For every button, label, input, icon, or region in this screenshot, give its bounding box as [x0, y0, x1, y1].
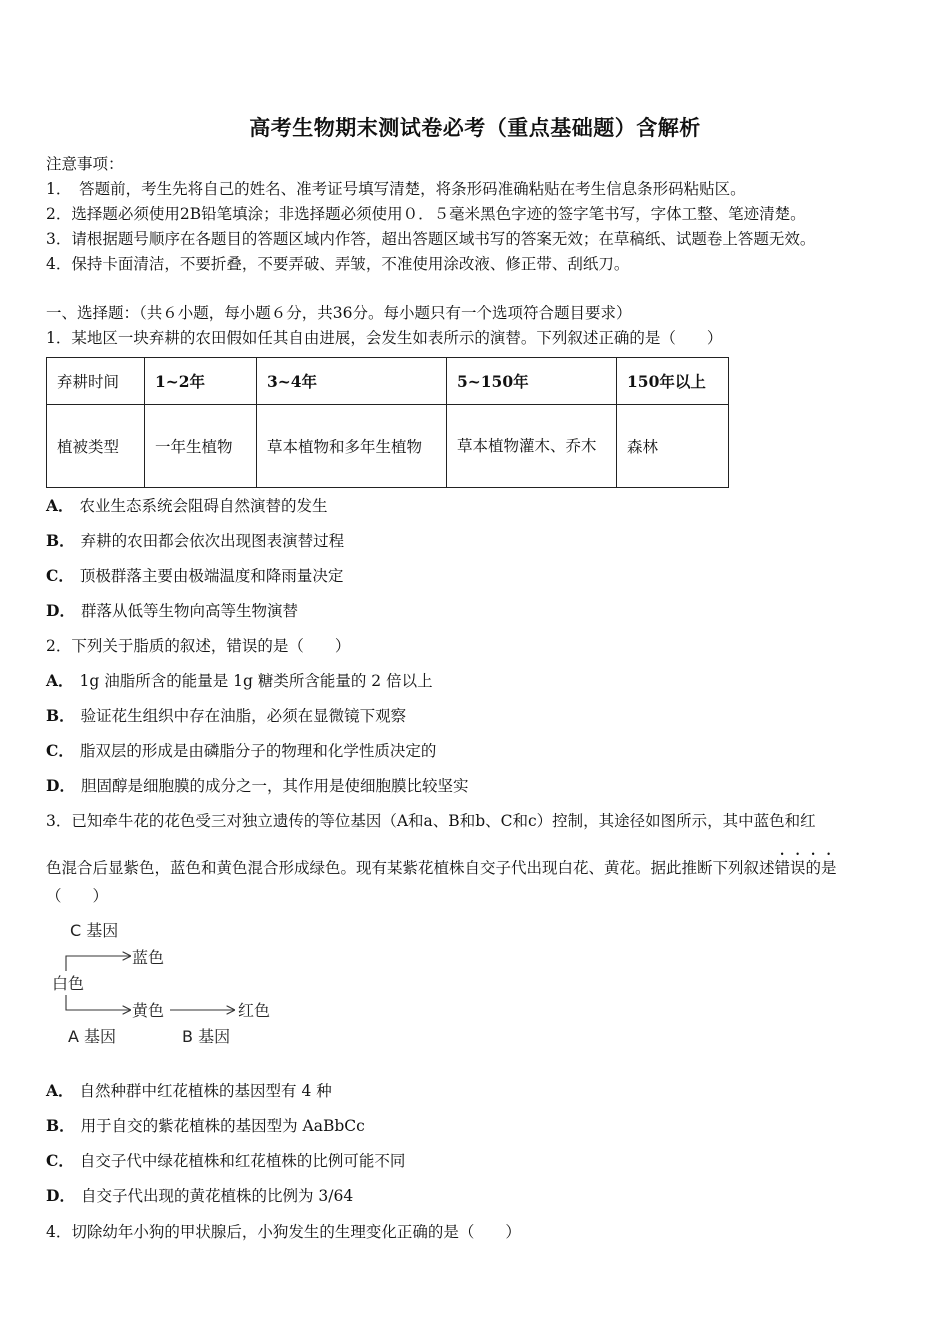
- notice-item-2: 2．选择题必须使用2B铅笔填涂；非选择题必须使用０．５毫米黑色字迹的签字笔书写，字体工整、笔迹清楚。: [46, 205, 806, 223]
- succession-table: [46, 357, 729, 488]
- option-label: A．: [46, 496, 74, 515]
- q1-option-b: [46, 531, 344, 551]
- option-label: B．: [46, 1116, 75, 1135]
- option-text: 自交子代出现的黄花植株的比例为 3/64: [80, 1187, 354, 1205]
- q1-option-d: [46, 601, 298, 621]
- option-label: D．: [46, 1186, 75, 1205]
- yellow-label: 黄色: [132, 1001, 165, 1020]
- option-label: D．: [46, 601, 75, 620]
- option-label: A．: [46, 671, 74, 690]
- table-cell: 草本植物和多年生植物: [257, 405, 447, 488]
- option-text: 弃耕的农田都会依次出现图表演替过程: [80, 532, 345, 550]
- q3-stem-line2: [46, 850, 837, 878]
- option-label: C．: [46, 566, 74, 585]
- blue-label: 蓝色: [132, 948, 165, 967]
- option-text: 群落从低等生物向高等生物演替: [80, 602, 298, 620]
- table-cell: 3~4年: [257, 358, 447, 405]
- q2-option-a: [46, 671, 433, 691]
- section-heading: 一、选择题：（共６小题，每小题６分，共36分。每小题只有一个选项符合题目要求）: [46, 304, 632, 322]
- option-label: C．: [46, 1151, 74, 1170]
- option-text: 农业生态系统会阻碍自然演替的发生: [79, 497, 328, 515]
- notice-item-1: 1． 答题前，考生先将自己的姓名、准考证号填写清楚，将条形码准确粘贴在考生信息条形码粘贴区。: [46, 180, 746, 198]
- c-gene-label: C 基因: [70, 921, 119, 940]
- arrow-to-blue: [66, 956, 130, 971]
- q2-option-c: [46, 741, 436, 761]
- table-row: [47, 358, 729, 405]
- q1-option-c: [46, 566, 343, 586]
- option-text: 顶极群落主要由极端温度和降雨量决定: [79, 567, 344, 585]
- q2-stem: 2．下列关于脂质的叙述，错误的是（ ）: [46, 637, 351, 655]
- white-label: 白色: [52, 974, 85, 993]
- q3-option-a: [46, 1081, 332, 1101]
- a-gene-label: A 基因: [68, 1027, 117, 1046]
- option-label: A．: [46, 1081, 74, 1100]
- q3-stem-emphasis: 错误的是: [774, 859, 837, 877]
- option-text: 1g 油脂所含的能量是 1g 糖类所含能量的 2 倍以上: [79, 672, 433, 690]
- q3-option-d: [46, 1186, 353, 1206]
- option-label: D．: [46, 776, 75, 795]
- q2-option-d: [46, 776, 468, 796]
- option-text: 胆固醇是细胞膜的成分之一，其作用是使细胞膜比较坚实: [80, 777, 469, 795]
- table-cell: 弃耕时间: [47, 358, 145, 405]
- q3-option-c: [46, 1151, 405, 1171]
- notice-item-3: 3．请根据题号顺序在各题目的答题区域内作答，超出答题区域书写的答案无效；在草稿纸、试题卷上答题无效。: [46, 230, 816, 248]
- q3-stem-line3: （ ）: [46, 887, 109, 905]
- table-cell: 150年以上: [617, 358, 729, 405]
- q4-stem: 4．切除幼年小狗的甲状腺后，小狗发生的生理变化正确的是（ ）: [46, 1223, 521, 1241]
- q1-stem: 1．某地区一块弃耕的农田假如任其自由进展，会发生如表所示的演替。下列叙述正确的是（ ）: [46, 329, 723, 347]
- b-gene-label: B 基因: [182, 1027, 231, 1046]
- option-text: 自然种群中红花植株的基因型有 4 种: [79, 1082, 332, 1100]
- option-text: 脂双层的形成是由磷脂分子的物理和化学性质决定的: [79, 742, 437, 760]
- table-cell: 5~150年: [447, 358, 617, 405]
- q3-stem-text: 色混合后显紫色，蓝色和黄色混合形成绿色。现有某紫花植株自交子代出现白花、黄花。据此推断下列叙述: [46, 859, 775, 877]
- q1-option-a: [46, 496, 328, 516]
- q3-stem-line1: 3．已知牵牛花的花色受三对独立遗传的等位基因（A和a、B和b、C和c）控制，其途径如图所示，其中蓝色和红: [46, 812, 816, 830]
- pigment-pathway-diagram: [46, 912, 306, 1052]
- q3-option-b: [46, 1116, 365, 1136]
- table-cell: 1~2年: [145, 358, 257, 405]
- table-cell: 草本植物灌木、乔木: [447, 405, 617, 488]
- notice-heading: 注意事项：: [46, 155, 124, 173]
- arrow-to-yellow: [66, 995, 130, 1010]
- notice-item-4: 4．保持卡面清洁，不要折叠，不要弄破、弄皱，不准使用涂改液、修正带、刮纸刀。: [46, 255, 630, 273]
- option-text: 自交子代中绿花植株和红花植株的比例可能不同: [79, 1152, 406, 1170]
- red-label: 红色: [238, 1001, 271, 1020]
- page-title: 高考生物期末测试卷必考（重点基础题）含解析: [249, 115, 701, 140]
- option-label: C．: [46, 741, 74, 760]
- table-cell: 森林: [617, 405, 729, 488]
- table-cell: 植被类型: [47, 405, 145, 488]
- option-label: B．: [46, 706, 75, 725]
- option-label: B．: [46, 531, 75, 550]
- q2-option-b: [46, 706, 406, 726]
- option-text: 验证花生组织中存在油脂，必须在显微镜下观察: [80, 707, 407, 725]
- table-cell: 一年生植物: [145, 405, 257, 488]
- option-text: 用于自交的紫花植株的基因型为 AaBbCc: [80, 1117, 365, 1135]
- table-row: [47, 405, 729, 488]
